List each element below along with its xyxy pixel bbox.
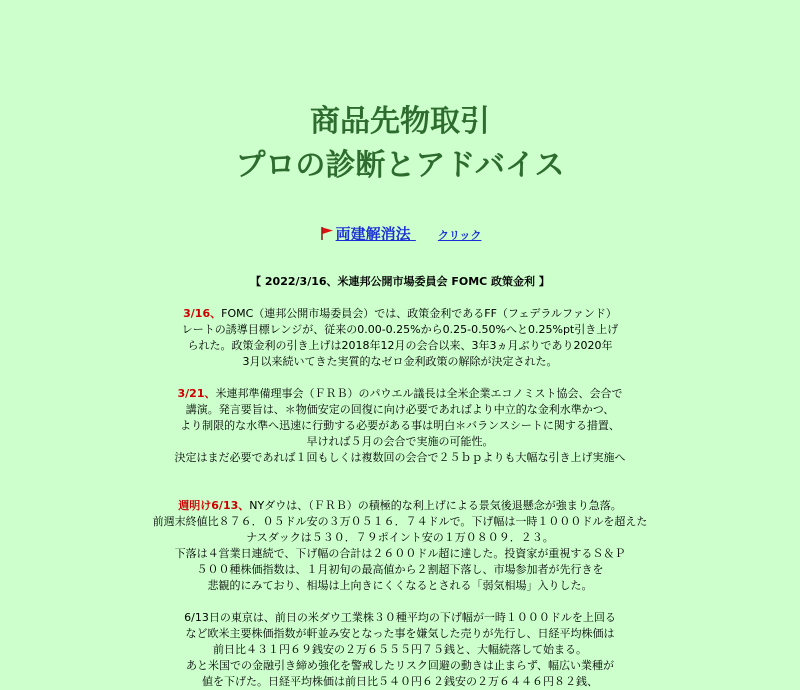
text-line: 決定はまだ必要であれば１回もしくは複数回の会合で２５ｂｐよりも大幅な引き上げ実施へ	[174, 451, 626, 464]
date-label: 3/21、	[177, 387, 216, 400]
text-line: られた。政策金利の引き上げは2018年12月の会合以来、3年3ヵ月ぶりであり2020年	[187, 339, 613, 352]
paragraph-tokyo	[0, 610, 800, 690]
text-line: あと米国での金融引き締め強化を警戒したリスク回避の動きは止まらず、幅広い業種が	[186, 659, 614, 672]
text-line: 前週末終値比８７６．０５ドル安の３万０５１６．７４ドルで。下げ幅は一時１０００ドルを超えた	[152, 515, 648, 528]
text-line: ５００種株価指数は、１月初旬の最高値から２割超下落し、市場参加者が先行きを	[196, 563, 604, 576]
text-line: より制限的な水準へ迅速に行動する必要がある事は明白＊バランスシートに関する措置、	[180, 419, 620, 432]
text-line: NYダウは、（ＦＲＢ）の積極的な利上げによる景気後退懸念が強まり急落。	[249, 499, 622, 512]
text-line: FOMC（連邦公開市場委員会）では、政策金利であるFF（フェデラルファンド）	[221, 307, 617, 320]
text-line: 早ければ５月の会合で実施の可能性。	[306, 435, 494, 448]
paragraph-0316	[0, 306, 800, 370]
text-line: など欧米主要株価指数が軒並み安となった事を嫌気した売りが先行し、日経平均株価は	[185, 627, 615, 640]
article-body	[0, 274, 800, 690]
click-link[interactable]: クリック	[437, 229, 482, 242]
nav-links	[0, 222, 800, 248]
text-line: 米連邦準備理事会（ＦＲＢ）のパウエル議長は全米企業エコノミスト協会、会合で	[215, 387, 623, 400]
date-label: 週明け6/13、	[178, 499, 250, 512]
text-line: 6/13日の東京は、前日の米ダウ工業株３０種平均の下げ幅が一時１０００ドルを上回る	[184, 611, 616, 624]
paragraph-0321	[0, 386, 800, 466]
text-line: 下落は４営業日連続で、下げ幅の合計は２６００ドル超に達した。投資家が重視するＳ＆Ｐ	[174, 547, 626, 560]
date-label: 3/16、	[183, 307, 222, 320]
text-line: レートの誘導目標レンジが、従来の0.00-0.25%から0.25-0.50%へと0.25%pt引き上げ	[181, 323, 619, 336]
hedge-resolution-link[interactable]	[319, 225, 416, 243]
page-title	[0, 100, 800, 188]
paragraph-0613	[0, 498, 800, 594]
text-line: 前日比４３１円６９銭安の２万６５５５円７５銭と、大幅続落して始まる。	[213, 643, 587, 656]
red-flag-icon	[319, 225, 335, 241]
text-line: 悲観的にみており、相場は上向きにくくなるとされる「弱気相場」入りした。	[207, 579, 593, 592]
text-line: 3月以来続いてきた実質的なゼロ金利政策の解除が決定された。	[242, 355, 558, 368]
title-line-2: プロの診断とアドバイス	[235, 148, 565, 183]
text-line: 講演。発言要旨は、＊物価安定の回復に向け必要であればより中立的な金利水準かつ、	[185, 403, 615, 416]
text-line: ナスダックは５３０．７９ポイント安の１万０８０９．２３。	[246, 531, 554, 544]
title-line-1: 商品先物取引	[310, 104, 490, 139]
text-line: 値を下げた。日経平均株価は前日比５４０円６２銭安の２万６４４６円８２銭、	[202, 675, 598, 688]
section-heading: 【 2022/3/16、米連邦公開市場委員会 FOMC 政策金利 】	[250, 275, 550, 288]
hedge-resolution-link-label: 両建解消法	[335, 225, 411, 243]
